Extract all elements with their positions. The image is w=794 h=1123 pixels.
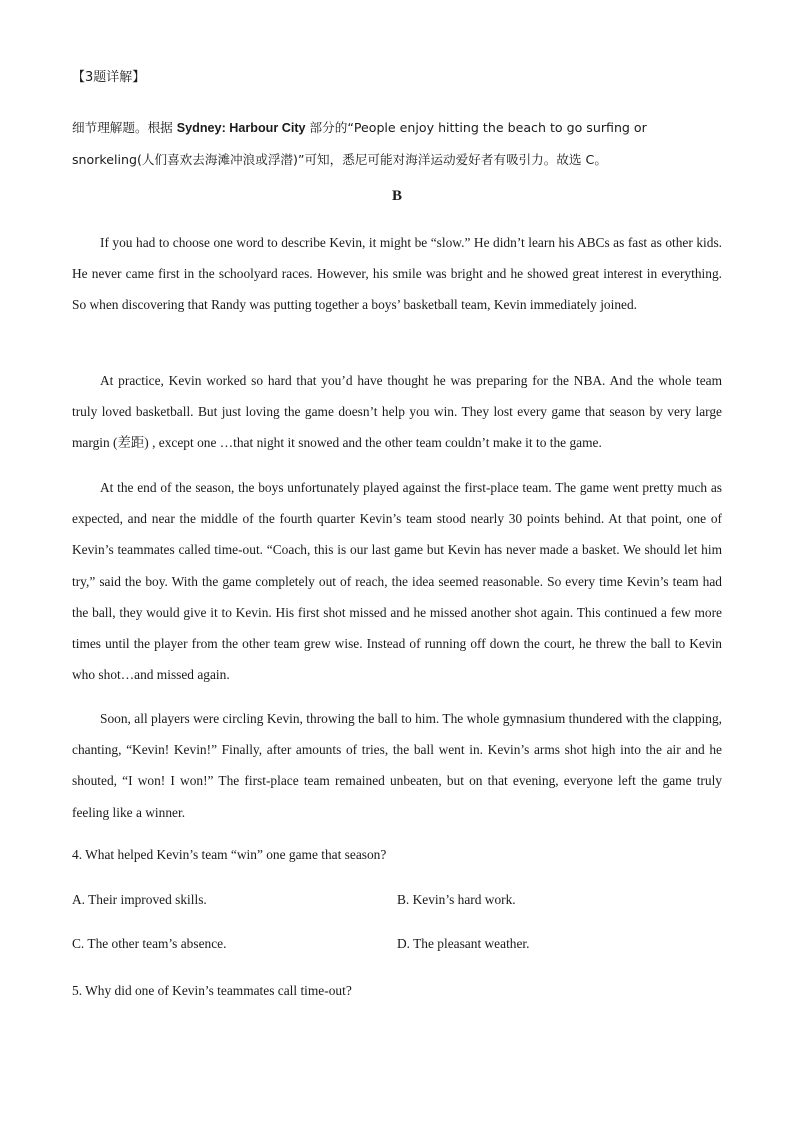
passage-paragraph-3: At the end of the season, the boys unfortunately played against the first-place team. The game went pretty much as expected, and near the middle of the fourth quarter Kevin’s team stood nearly 30 points behind. At that point, one of Kevin’s teammates called time-out. “Coach, this is our last game but Kevin has never made a basket. We should let him try,” said the boy. With the game completely out of reach, the idea seemed reasonable. So every time Kevin’s team had the ball, they would give it to Kevin. His first shot missed and he missed another shot again. This continued a few more times until the player from the other team grew wise. Instead of running off down the court, he threw the ball to Kevin who shot…and missed again. [72, 480, 722, 683]
question-4-option-c: C. The other team’s absence. [72, 936, 227, 951]
section-label: B [391, 188, 402, 204]
passage-paragraph-1: If you had to choose one word to describe Kevin, it might be “slow.” He didn’t learn his ABCs as fast as other kids. He never came first in the schoolyard races. However, his smile was bright and he showed great interest in everything. So when discovering that Randy was putting together a boys’ basketball team, Kevin immediately joined. [72, 235, 722, 313]
analysis-bold-section: Sydney: Harbour City [176, 121, 306, 135]
analysis-text-start: 细节理解题。根据 [72, 120, 177, 135]
answer-heading: 【3题详解】 [72, 70, 146, 85]
question-4-option-d: D. The pleasant weather. [397, 936, 530, 951]
question-4-stem: 4. What helped Kevin’s team “win” one game that season? [72, 847, 387, 862]
question-5-stem: 5. Why did one of Kevin’s teammates call time-out? [72, 983, 352, 998]
question-4-option-b: B. Kevin’s hard work. [397, 892, 516, 907]
passage-paragraph-2: At practice, Kevin worked so hard that you’d have thought he was preparing for the NBA. And the whole team truly loved basketball. But just loving the game doesn’t help you win. They lost every game that season by very large margin (差距) , except one …that night it snowed and the other team couldn’t make it to the game. [72, 373, 722, 451]
question-4-option-a: A. Their improved skills. [72, 892, 207, 907]
passage-paragraph-4: Soon, all players were circling Kevin, throwing the ball to him. The whole gymnasium thundered with the clapping, chanting, “Kevin! Kevin!” Finally, after amounts of tries, the ball went in. Kevin’s arms shot high into the air and he shouted, “I won! I won!” The first-place team remained unbeaten, but on that evening, everyone left the game truly feeling like a winner. [72, 711, 722, 820]
answer-analysis [72, 112, 722, 175]
analysis-text-end: 部分的“People enjoy hitting the beach to go surfing or snorkeling(人们喜欢去海滩冲浪或浮潜)”可知，悉尼可能对海洋运动爱好者有吸引力。故选 C。 [72, 120, 647, 167]
